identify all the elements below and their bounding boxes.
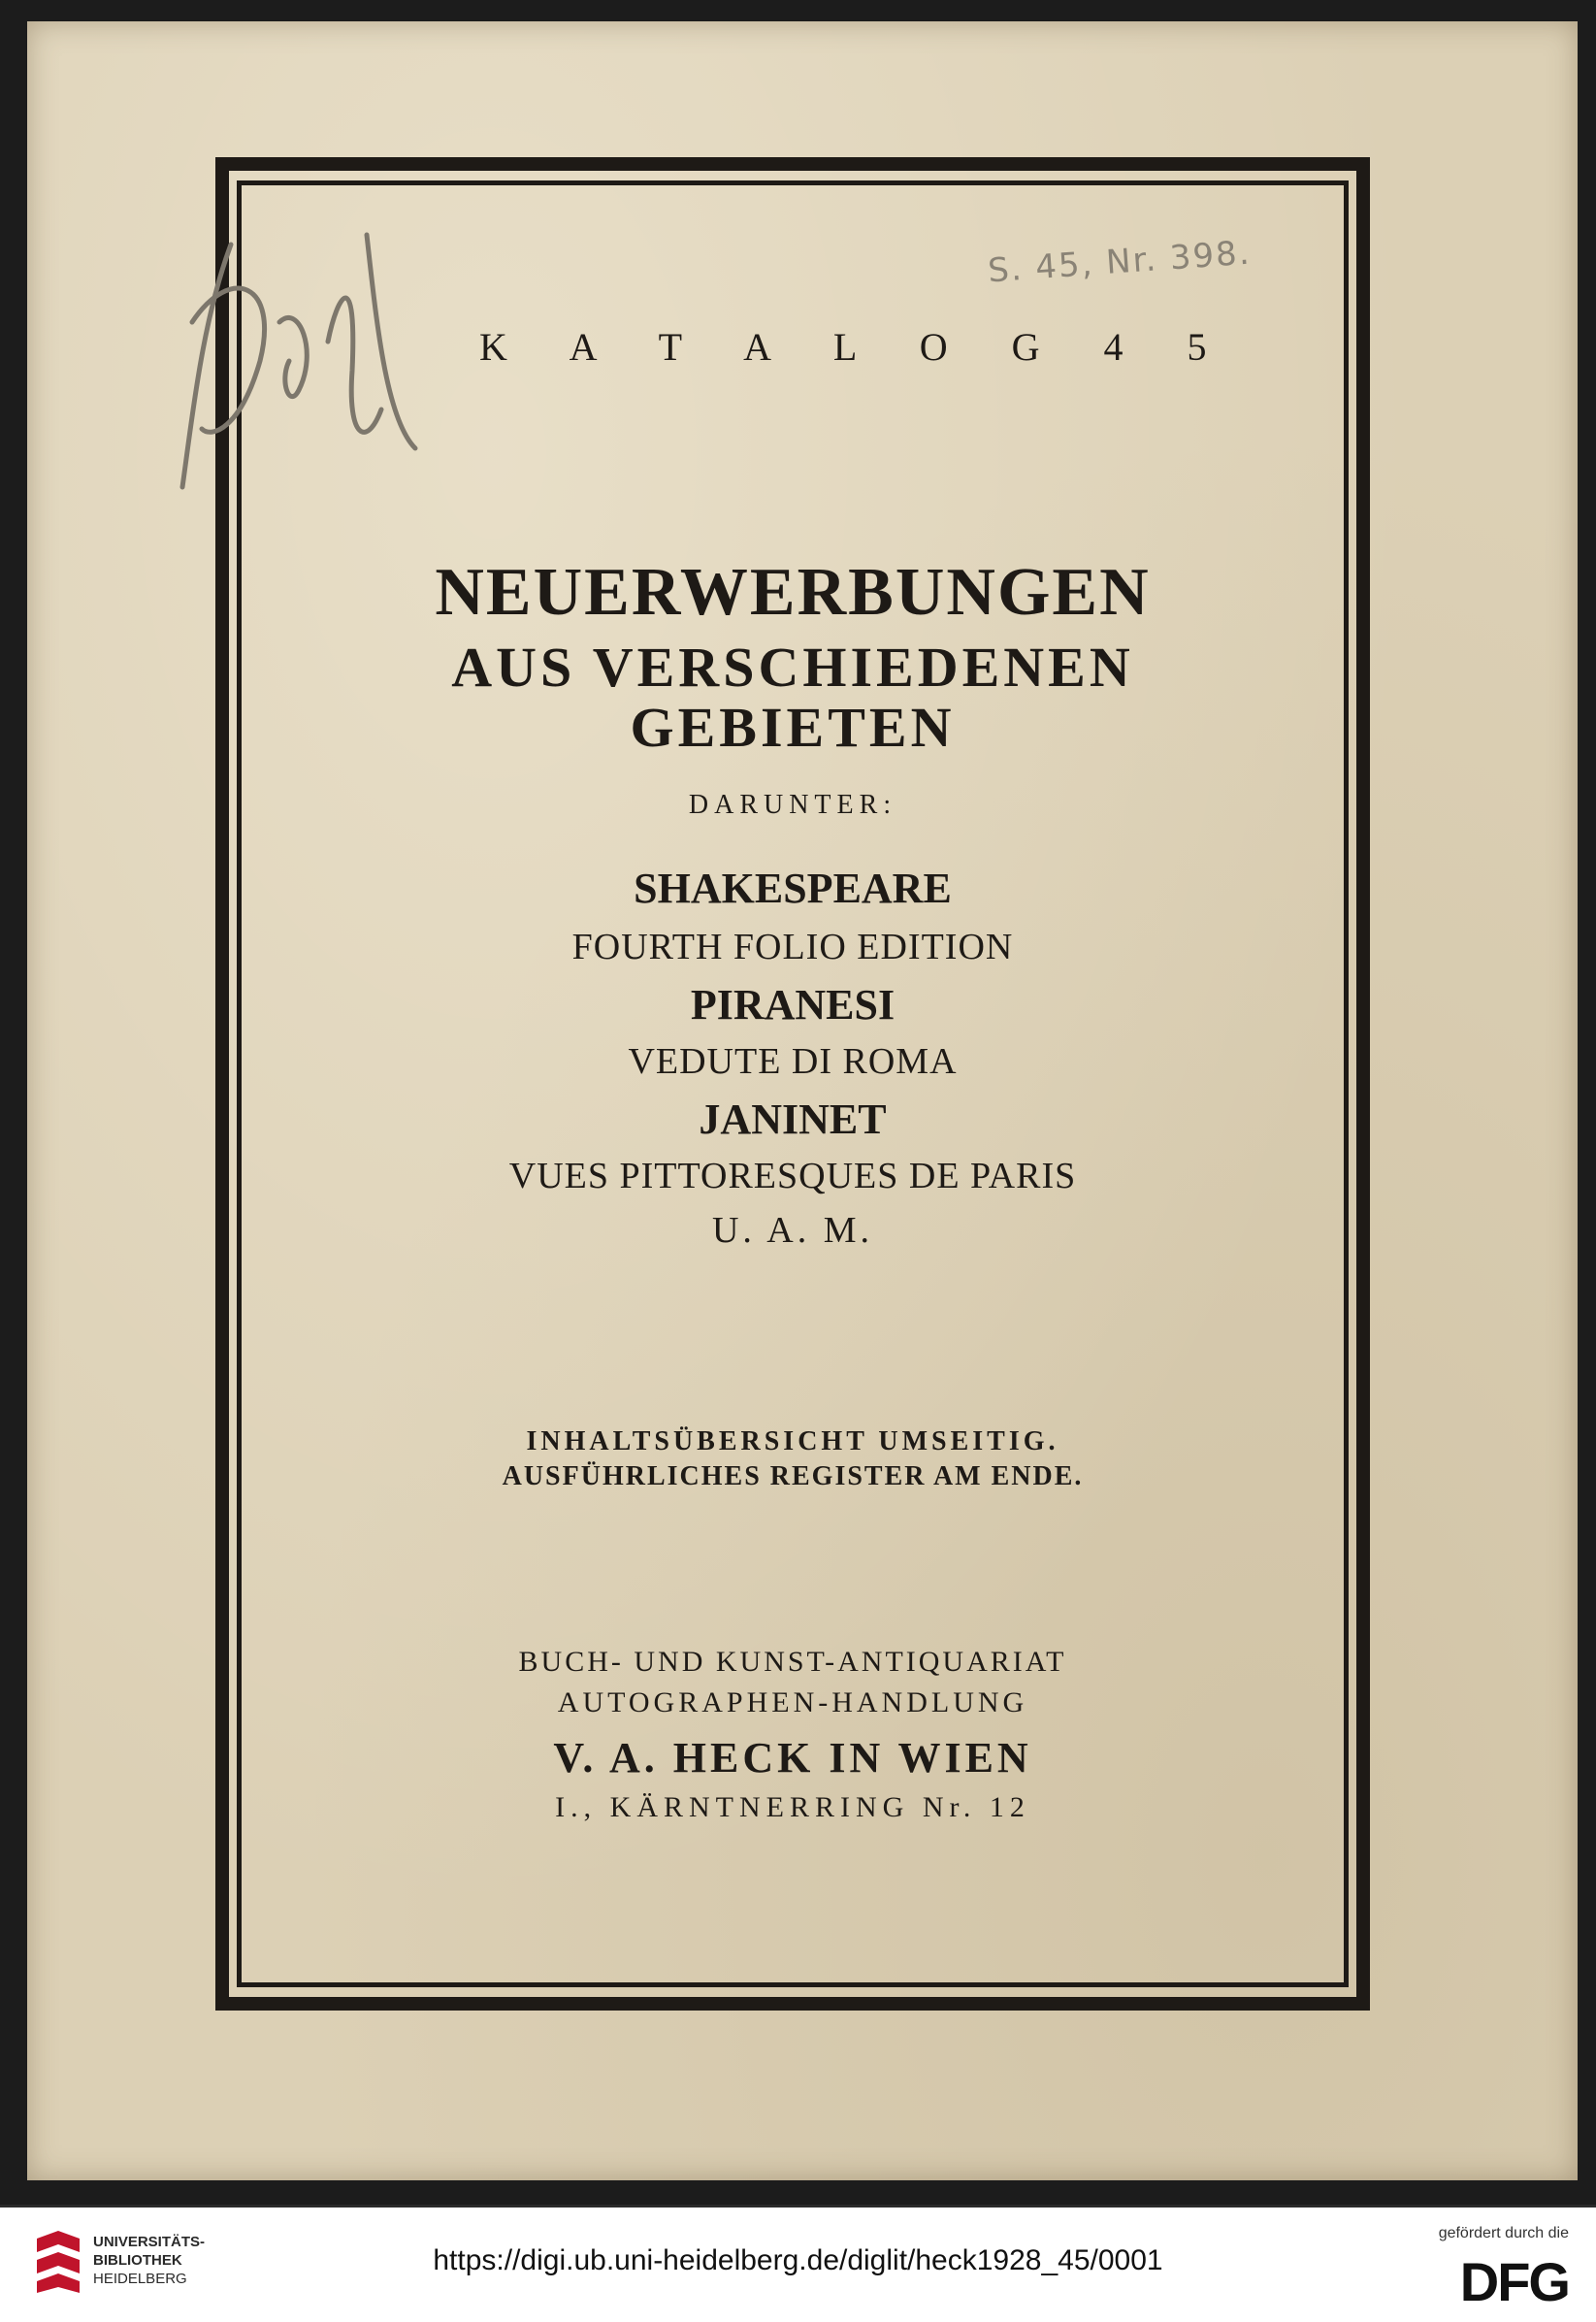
publisher-address: I., KÄRNTNERRING Nr. 12 bbox=[555, 1791, 1030, 1823]
katalog-number: K A T A L O G 4 5 bbox=[479, 325, 1234, 369]
title-line-1: NEUERWERBUNGEN bbox=[435, 555, 1151, 630]
contents-note-line-1: INHALTSÜBERSICHT UMSEITIG. bbox=[526, 1426, 1059, 1456]
cover-content bbox=[237, 180, 1349, 1987]
library-name-line-3: HEIDELBERG bbox=[93, 2271, 187, 2287]
library-name-line-1: UNIVERSITÄTS- bbox=[93, 2234, 206, 2250]
catalog-cover-page bbox=[27, 21, 1578, 2180]
highlight-name-shakespeare: SHAKESPEARE bbox=[634, 865, 952, 912]
pencil-shelf-note: S. 45, Nr. 398. bbox=[986, 233, 1253, 291]
publisher-name: V. A. HECK IN WIEN bbox=[553, 1734, 1032, 1782]
highlight-name-piranesi: PIRANESI bbox=[690, 981, 896, 1029]
title-line-3: GEBIETEN bbox=[630, 696, 956, 759]
title-line-2: AUS VERSCHIEDENEN bbox=[451, 636, 1134, 699]
viewer-footer bbox=[0, 2205, 1596, 2322]
library-name-line-2: BIBLIOTHEK bbox=[93, 2252, 182, 2269]
document-url-link[interactable]: https://digi.ub.uni-heidelberg.de/diglit/heck1928_45/0001 bbox=[433, 2244, 1163, 2276]
dfg-logo[interactable]: DFG bbox=[1459, 2251, 1569, 2312]
highlight-sub-janinet: VUES PITTORESQUES DE PARIS bbox=[508, 1156, 1077, 1196]
publisher-line-1: BUCH- UND KUNST-ANTIQUARIAT bbox=[518, 1646, 1067, 1678]
highlight-sub-shakespeare: FOURTH FOLIO EDITION bbox=[571, 927, 1014, 967]
highlight-sub-piranesi: VEDUTE DI ROMA bbox=[628, 1041, 958, 1082]
highlight-name-janinet: JANINET bbox=[699, 1096, 887, 1143]
uam-label: U. A. M. bbox=[711, 1210, 874, 1251]
funding-label: gefördert durch die bbox=[1438, 2225, 1569, 2241]
darunter-label: DARUNTER: bbox=[688, 790, 897, 820]
publisher-line-2: AUTOGRAPHEN-HANDLUNG bbox=[557, 1686, 1028, 1718]
contents-note-line-2: AUSFÜHRLICHES REGISTER AM ENDE. bbox=[502, 1461, 1084, 1491]
